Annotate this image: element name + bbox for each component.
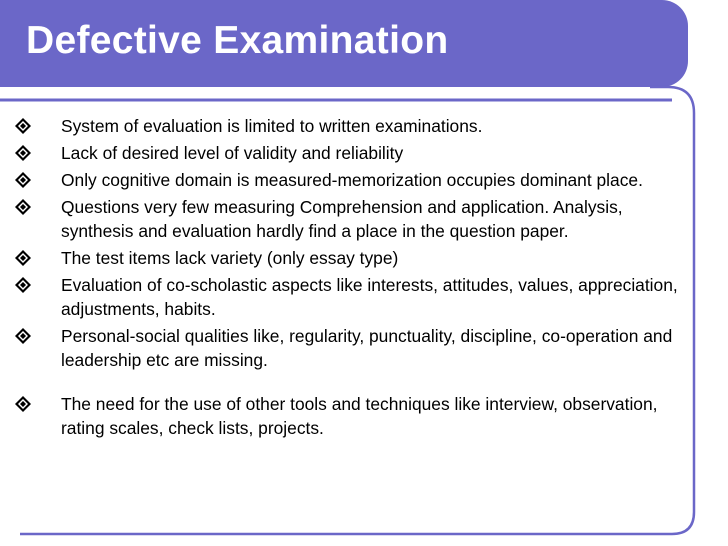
diamond-bullet-icon [14,117,32,135]
diamond-bullet-icon [14,395,32,413]
title-bar [0,0,688,87]
bullet-text: The test items lack variety (only essay type) [61,248,399,268]
list-item [14,195,694,243]
bullet-list [14,114,694,443]
diamond-bullet-icon [14,276,32,294]
bullet-text: Personal-social qualities like, regularity, punctuality, discipline, co-operation and leadership etc are missing. [61,326,673,370]
diamond-bullet-icon [14,171,32,189]
list-item [14,141,694,165]
diamond-bullet-icon [14,249,32,267]
slide-title: Defective Examination [26,19,449,62]
bullet-text: Only cognitive domain is measured-memorization occupies dominant place. [61,170,643,190]
diamond-bullet-icon [14,327,32,345]
list-item [14,246,694,270]
bullet-text: Lack of desired level of validity and reliability [61,143,404,163]
diamond-bullet-icon [14,198,32,216]
diamond-bullet-icon [14,144,32,162]
bullet-text: Evaluation of co-scholastic aspects like interests, attitudes, values, appreciation, adjustments, habits. [61,275,678,319]
list-item [14,273,694,321]
list-item [14,392,694,440]
bullet-text: System of evaluation is limited to written examinations. [61,116,483,136]
list-item [14,114,694,138]
bullet-text: The need for the use of other tools and techniques like interview, observation, rating scales, check lists, projects. [61,394,658,438]
list-item [14,168,694,192]
bullet-text: Questions very few measuring Comprehension and application. Analysis, synthesis and evaluation hardly find a place in the question paper. [61,197,623,241]
list-item [14,324,694,372]
